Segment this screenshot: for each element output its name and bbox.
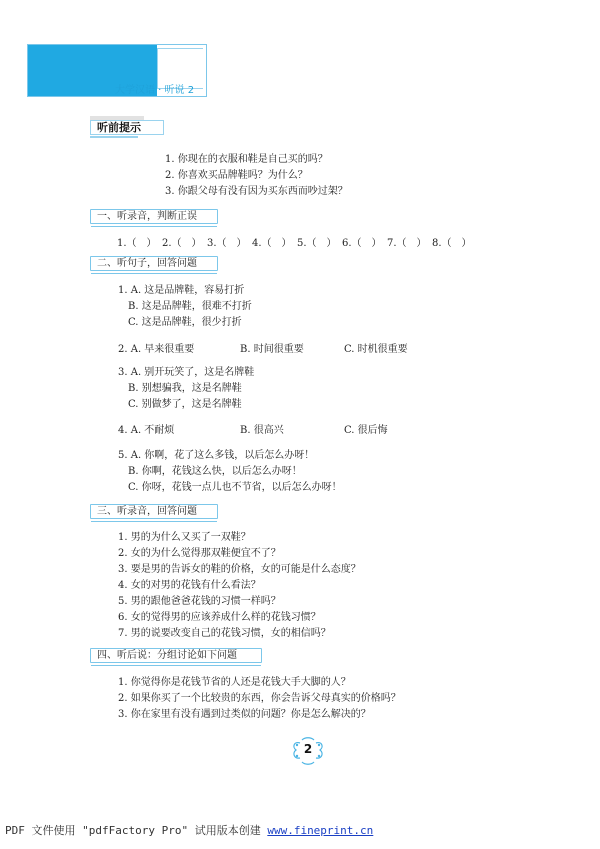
answer-blank-6[interactable]: 6.（ ）	[342, 238, 382, 249]
s4-question-2: 2. 如果你买了一个比较贵的东西，你会告诉父母真实的价格吗？	[118, 693, 401, 704]
q4-option-c: C. 很后悔	[344, 425, 388, 436]
answer-blank-3[interactable]: 3.（ ）	[207, 238, 247, 249]
pre-listening-heading: 听前提示	[90, 120, 164, 135]
s4-question-1: 1. 你觉得你是花钱节省的人还是花钱大手大脚的人？	[118, 677, 351, 688]
q2-option-a: 2. A. 早来很重要	[118, 344, 195, 355]
q1-option-b: B. 这是品牌鞋，很难不打折	[128, 301, 252, 312]
q5-option-a: 5. A. 你啊，花了这么多钱，以后怎么办呀！	[118, 450, 315, 461]
answer-blank-2[interactable]: 2.（ ）	[162, 238, 202, 249]
q3-option-c: C. 别做梦了，这是名牌鞋	[128, 399, 242, 410]
s4-question-3: 3. 你在家里有没有遇到过类似的问题？你是怎么解决的？	[118, 709, 371, 720]
pre-question-3: 3. 你跟父母有没有因为买东西而吵过架？	[165, 186, 348, 197]
pre-question-1: 1. 你现在的衣服和鞋是自己买的吗？	[165, 154, 328, 165]
answer-blank-5[interactable]: 5.（ ）	[297, 238, 337, 249]
s3-question-2: 2. 女的为什么觉得那双鞋便宜不了？	[118, 548, 281, 559]
s3-question-4: 4. 女的对男的花钱有什么看法？	[118, 580, 261, 591]
s3-question-5: 5. 男的跟他爸爸花钱的习惯一样吗？	[118, 596, 281, 607]
footer-text: PDF 文件使用 "pdfFactory Pro" 试用版本创建	[5, 824, 268, 837]
section-1-heading: 一、听录音，判断正误	[90, 209, 218, 224]
pre-question-2: 2. 你喜欢买品牌鞋吗？为什么？	[165, 170, 308, 181]
answer-blank-8[interactable]: 8.（ ）	[432, 238, 472, 249]
book-title: 大学汉语 · 听说 2	[115, 85, 195, 96]
s3-question-3: 3. 要是男的告诉女的鞋的价格，女的可能是什么态度？	[118, 564, 361, 575]
q2-option-b: B. 时间很重要	[240, 344, 304, 355]
q1-option-c: C. 这是品牌鞋，很少打折	[128, 317, 242, 328]
q4-option-b: B. 很高兴	[240, 425, 284, 436]
answer-blank-4[interactable]: 4.（ ）	[252, 238, 292, 249]
answer-blank-7[interactable]: 7.（ ）	[387, 238, 427, 249]
answer-blank-1[interactable]: 1.（ ）	[117, 238, 157, 249]
q5-option-b: B. 你啊，花钱这么快，以后怎么办呀！	[128, 466, 302, 477]
q1-option-a: 1. A. 这是品牌鞋，容易打折	[118, 285, 245, 296]
s3-question-1: 1. 男的为什么又买了一双鞋？	[118, 532, 251, 543]
s3-question-7: 7. 男的说要改变自己的花钱习惯，女的相信吗？	[118, 628, 331, 639]
section-4-heading: 四、听后说：分组讨论如下问题	[90, 648, 262, 663]
section-2-heading: 二、听句子，回答问题	[90, 256, 218, 271]
pdf-footer	[5, 822, 373, 838]
q3-option-a: 3. A. 别开玩笑了，这是名牌鞋	[118, 367, 255, 378]
q4-option-a: 4. A. 不耐烦	[118, 425, 175, 436]
page-number: 2	[303, 742, 313, 756]
q5-option-c: C. 你呀，花钱一点儿也不节省，以后怎么办呀！	[128, 482, 342, 493]
footer-link[interactable]: www.fineprint.cn	[267, 824, 374, 837]
s3-question-6: 6. 女的觉得男的应该养成什么样的花钱习惯？	[118, 612, 321, 623]
q3-option-b: B. 别想骗我，这是名牌鞋	[128, 383, 242, 394]
section-3-heading: 三、听录音，回答问题	[90, 504, 218, 519]
q2-option-c: C. 时机很重要	[344, 344, 408, 355]
